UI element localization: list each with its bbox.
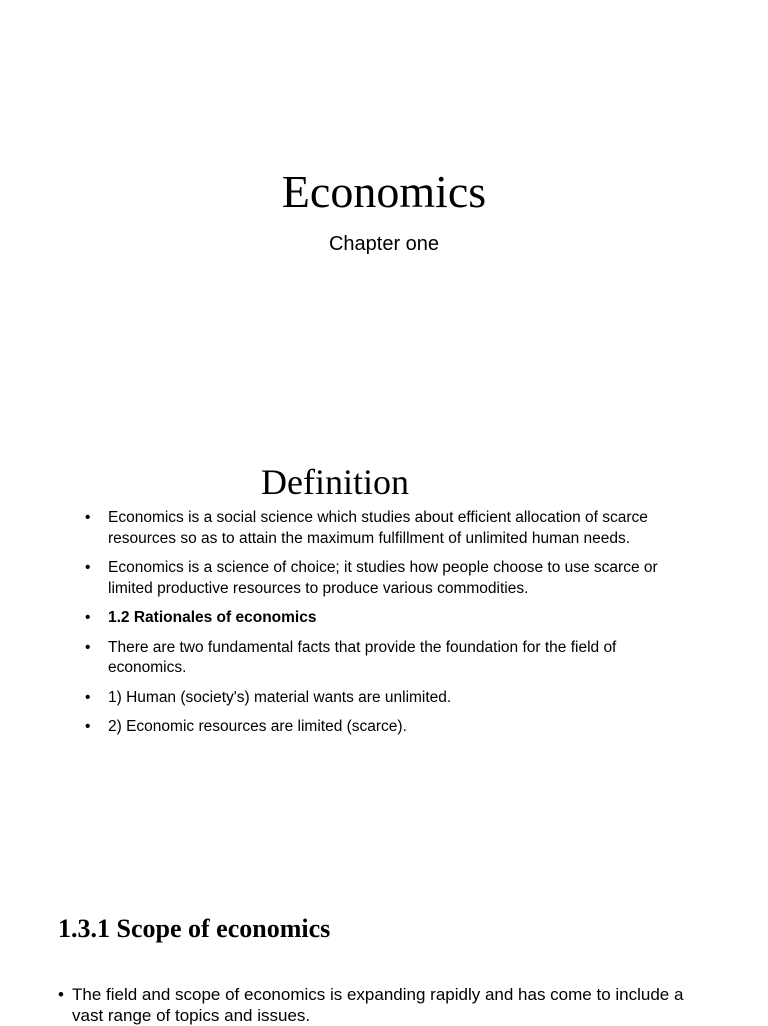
list-item xyxy=(58,984,718,1026)
scope-bullet-list xyxy=(58,984,718,1026)
bullet-icon: • xyxy=(58,985,64,1004)
bullet-icon: • xyxy=(85,559,91,576)
bullet-icon: • xyxy=(85,638,91,656)
list-item-text: Economics is a social science which studies about efficient allocation of scarce resources so as to attain the maximum fulfillment of unlimited human needs. xyxy=(108,509,648,547)
list-item-heading xyxy=(85,608,675,629)
list-item-text: 1) Human (society's) material wants are unlimited. xyxy=(108,688,452,706)
slide-title: Economics xyxy=(281,166,487,217)
bullet-icon: • xyxy=(85,509,91,526)
definition-title: Definition xyxy=(261,462,409,502)
list-item-text: There are two fundamental facts that provide the foundation for the field of economics. xyxy=(108,638,617,676)
scope-title: 1.3.1 Scope of economics xyxy=(58,914,331,943)
list-item-text: 2) Economic resources are limited (scarce). xyxy=(108,718,407,735)
list-item xyxy=(85,638,675,679)
list-item xyxy=(85,558,675,599)
bullet-icon: • xyxy=(85,718,91,735)
definition-bullet-list xyxy=(85,508,675,747)
list-item-text: The field and scope of economics is expanding rapidly and has come to include a vast range of topics and issues. xyxy=(72,985,684,1025)
list-item xyxy=(85,508,675,549)
list-item-text: 1.2 Rationales of economics xyxy=(108,609,317,626)
list-item xyxy=(85,717,675,738)
slide-subtitle: Chapter one xyxy=(328,233,440,255)
bullet-icon: • xyxy=(85,609,91,626)
bullet-icon: • xyxy=(85,688,91,706)
list-item xyxy=(85,688,675,709)
list-item-text: Economics is a science of choice; it studies how people choose to use scarce or limited productive resources to produce various commodities. xyxy=(108,559,658,597)
